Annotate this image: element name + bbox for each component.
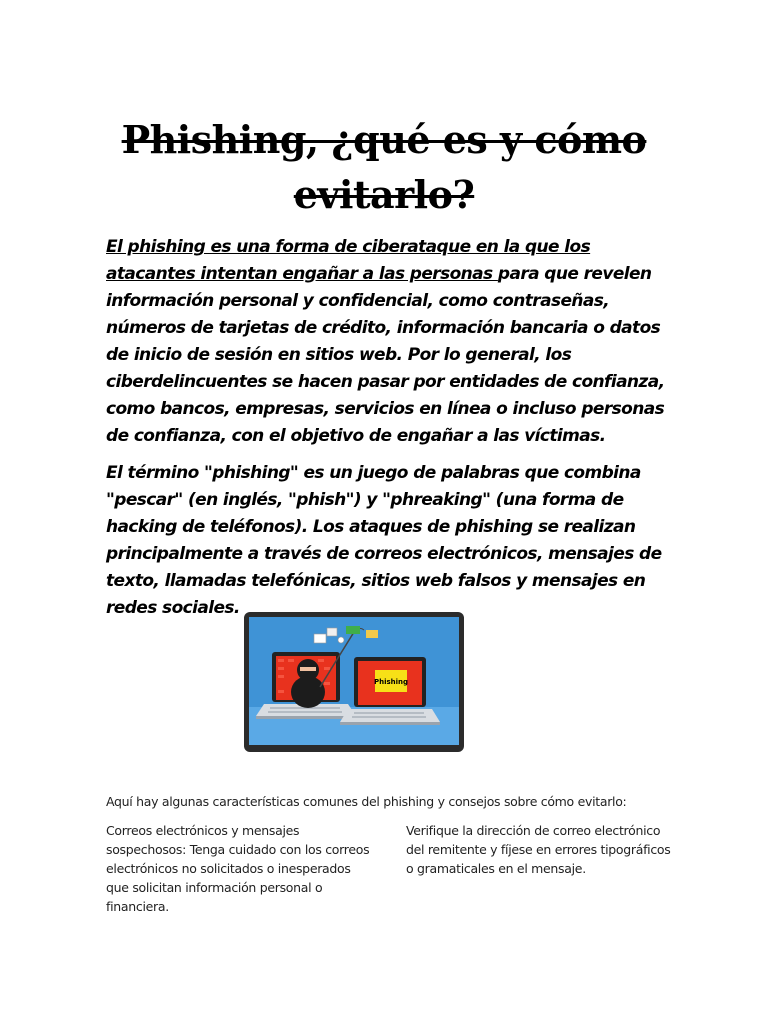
- page-title: Phishing, ¿qué es y cómo evitarlo?: [121, 117, 647, 217]
- tip-suspicious-messages: Correos electrónicos y mensajes sospechosos: Tenga cuidado con los correos electrónicos no solicitados o inesperados que solicitan información personal o financiera.: [106, 823, 370, 914]
- intro-paragraph: [106, 234, 666, 450]
- svg-text:Phishing: Phishing: [373, 678, 409, 686]
- tips-intro: Aquí hay algunas características comunes del phishing y consejos sobre cómo evitarlo:: [106, 794, 627, 809]
- phishing-illustration: [244, 612, 464, 757]
- tip-verify-sender: Verifique la dirección de correo electrónico del remitente y fíjese en errores tipográficos o gramaticales en el mensaje.: [406, 823, 671, 876]
- underlined-definition: El phishing es una forma de ciberataque en la que los atacantes intentan engañar a las personas: [106, 237, 591, 284]
- right-laptop-icon: [340, 657, 440, 725]
- etymology-paragraph: El término "phishing" es un juego de palabras que combina "pescar" (en inglés, "phish") y "phreaking" (una forma de hacking de teléfonos). Los ataques de phishing se realizan principalmente a través de correos electrónicos, mensajes de texto, llamadas telefónicas, sitios web falsos y mensajes en redes sociales.: [106, 463, 662, 618]
- definition-rest: para que revelen información personal y confidencial, como contraseñas, números de tarjetas de crédito, información bancaria o datos de inicio de sesión en sitios web. Por lo general, los ciberdelincuentes se hacen pasar por entidades de confianza, como bancos, empresas, servicios en línea o incluso personas de confianza, con el objetivo de engañar a las víctimas.: [106, 264, 665, 446]
